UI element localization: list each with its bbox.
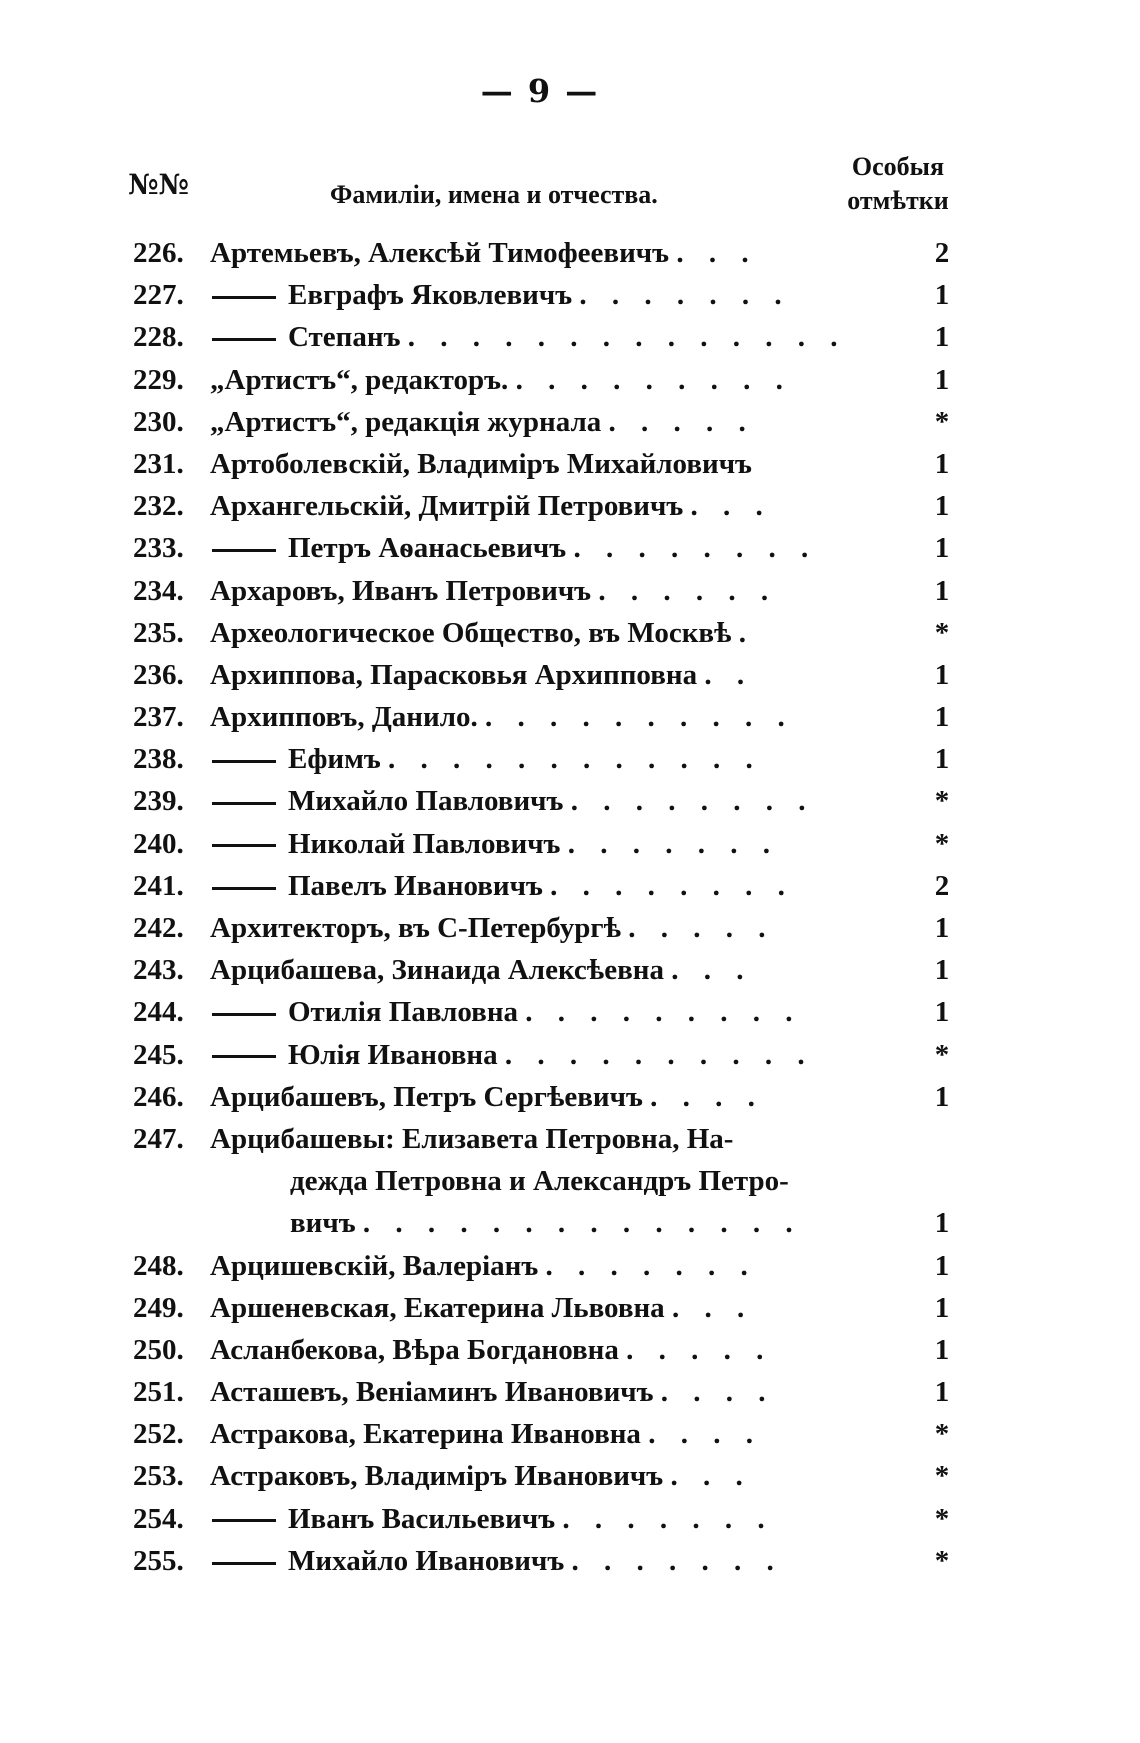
entry-name	[210, 907, 940, 949]
entry-number: 232.	[133, 490, 184, 523]
entry-number: 250.	[133, 1333, 184, 1366]
entry-row	[0, 1118, 1140, 1160]
entry-name	[210, 1413, 940, 1455]
entry-number: 233.	[133, 532, 184, 565]
entry-name	[212, 527, 940, 569]
entry-number: 248.	[133, 1249, 184, 1282]
page-number: — 9 —	[480, 72, 600, 110]
entry-number: 240.	[133, 827, 184, 860]
entry-mark: 1	[934, 363, 950, 396]
entry-text: Астракова, Екатерина Ивановна	[210, 1418, 641, 1451]
entry-row	[0, 949, 1140, 991]
entry-mark: 1	[934, 321, 950, 354]
entry-row	[0, 1034, 1140, 1076]
entry-name	[210, 1329, 940, 1371]
entry-row	[0, 865, 1140, 907]
entry-mark: 1	[934, 1207, 950, 1240]
entry-text: Арцибашева, Зинаида Алексѣевна	[210, 954, 664, 987]
entry-mark: 2	[934, 869, 950, 902]
entry-name	[210, 1455, 940, 1497]
entry-row	[0, 991, 1140, 1033]
entry-mark: 1	[934, 954, 950, 987]
entry-name	[212, 1034, 940, 1076]
ditto-dash	[212, 1055, 276, 1058]
ditto-dash	[212, 1562, 276, 1565]
dot-leader: . . .	[676, 237, 758, 269]
entry-row	[0, 1540, 1140, 1582]
entry-number: 252.	[133, 1418, 184, 1451]
entry-text: Археологическое Общество, въ Москвѣ	[210, 616, 732, 649]
entry-name	[210, 1287, 940, 1329]
dot-leader: .	[738, 616, 755, 649]
entry-mark: *	[934, 1544, 950, 1577]
entry-mark: *	[934, 1502, 950, 1535]
entry-row	[0, 316, 1140, 358]
entry-list	[0, 232, 1140, 1582]
entry-number: 243.	[133, 954, 184, 987]
entry-mark: *	[934, 785, 950, 818]
entry-number: 229.	[133, 363, 184, 396]
entry-text: Петръ Аѳанасьевичъ	[288, 532, 567, 565]
entry-row	[0, 907, 1140, 949]
entry-text: „Артистъ“, редакція журнала	[210, 405, 602, 438]
entry-row	[0, 443, 1140, 485]
entry-row	[0, 696, 1140, 738]
entry-mark: 1	[934, 1080, 950, 1113]
ditto-dash	[212, 296, 276, 299]
entry-name	[212, 823, 940, 865]
dot-leader: . . . . . . .	[571, 1544, 783, 1577]
entry-name	[210, 612, 940, 654]
entry-number: 237.	[133, 701, 184, 734]
dot-leader: . . . .	[660, 1376, 775, 1409]
dot-leader: . . . . . .	[598, 574, 778, 607]
entry-name	[210, 570, 940, 612]
entry-row	[0, 612, 1140, 654]
entry-name	[210, 1118, 950, 1160]
entry-name	[210, 1371, 940, 1413]
column-header-marks-line1: Особыя	[851, 152, 945, 181]
ditto-dash	[212, 887, 276, 890]
entry-row	[0, 1329, 1140, 1371]
ditto-dash	[212, 338, 276, 341]
entry-number: 238.	[133, 743, 184, 776]
entry-number: 253.	[133, 1460, 184, 1493]
entry-row	[0, 570, 1140, 612]
entry-text: Архаровъ, Иванъ Петровичъ	[210, 574, 592, 607]
entry-row	[0, 359, 1140, 401]
entry-name	[212, 274, 940, 316]
dot-leader: . . . . . . .	[562, 1502, 774, 1535]
entry-name	[290, 1202, 940, 1244]
column-header-marks-line2: отмѣтки	[847, 186, 949, 215]
entry-name	[212, 865, 940, 907]
dot-leader: . . . . .	[608, 405, 755, 438]
entry-text: Асланбекова, Вѣра Богдановна	[210, 1333, 619, 1366]
dot-leader: . . . . . . . . . . . . . .	[362, 1207, 802, 1240]
entry-name	[210, 443, 940, 485]
entry-number: 231.	[133, 447, 184, 480]
entry-row	[0, 654, 1140, 696]
entry-name	[210, 401, 940, 443]
entry-mark: 1	[934, 447, 950, 480]
entry-row	[0, 823, 1140, 865]
dot-leader: . . . . .	[628, 912, 775, 944]
entry-text: Евграфъ Яковлевичъ	[288, 279, 573, 312]
entry-mark: 1	[934, 701, 950, 734]
entry-text: дежда Петровна и Александръ Петро-	[290, 1165, 789, 1198]
dot-leader: . . . .	[648, 1418, 762, 1451]
entry-text: Иванъ Васильевичъ	[288, 1502, 556, 1535]
entry-name	[212, 738, 940, 780]
entry-number: 234.	[133, 574, 184, 607]
entry-number: 255.	[133, 1544, 184, 1577]
entry-mark: 1	[934, 1249, 950, 1282]
entry-number: 245.	[133, 1038, 184, 1071]
entry-text: Арцишевскій, Валеріанъ	[210, 1249, 539, 1282]
dot-leader: . . .	[671, 1291, 754, 1324]
entry-row	[0, 738, 1140, 780]
entry-mark: 1	[934, 279, 950, 312]
dot-leader: . . . . . . .	[579, 279, 791, 312]
entry-number: 226.	[133, 237, 184, 269]
entry-text: Юлія Ивановна	[288, 1038, 498, 1071]
entry-text: „Артистъ“, редакторъ.	[210, 363, 509, 396]
entry-row	[0, 485, 1140, 527]
entry-row	[0, 527, 1140, 569]
dot-leader: . . .	[670, 1460, 752, 1493]
dot-leader: . . . . . . .	[545, 1249, 757, 1282]
entry-row	[0, 1498, 1140, 1540]
column-header-number: №№	[128, 168, 189, 201]
entry-mark: *	[934, 1418, 950, 1451]
dot-leader: . .	[704, 658, 754, 691]
ditto-dash	[212, 1013, 276, 1016]
entry-number: 236.	[133, 658, 184, 691]
entry-text: Отилія Павловна	[288, 996, 519, 1029]
entry-mark: 1	[934, 658, 950, 691]
entry-number: 242.	[133, 912, 184, 944]
entry-text: Михайло Ивановичъ	[288, 1544, 565, 1577]
entry-number: 247.	[133, 1122, 184, 1155]
entry-number: 230.	[133, 405, 184, 438]
entry-name	[212, 316, 940, 358]
entry-text: Павелъ Ивановичъ	[288, 869, 543, 902]
entry-mark: *	[934, 616, 950, 649]
entry-text: Артоболевскій, Владиміръ Михайловичъ	[210, 447, 752, 480]
entry-text: Арцибашевъ, Петръ Сергѣевичъ	[210, 1080, 643, 1113]
entry-name	[212, 1540, 940, 1582]
ditto-dash	[212, 844, 276, 847]
entry-mark: 1	[934, 574, 950, 607]
dot-leader: . . . . . . . . . . . . . .	[407, 321, 847, 354]
entry-number: 249.	[133, 1291, 184, 1324]
entry-mark: *	[934, 827, 950, 860]
entry-row	[0, 1245, 1140, 1287]
entry-row	[0, 1287, 1140, 1329]
entry-mark: 1	[934, 1333, 950, 1366]
ditto-dash	[212, 760, 276, 763]
entry-mark: 1	[934, 490, 950, 523]
entry-mark: 2	[934, 237, 950, 269]
entry-row	[0, 1455, 1140, 1497]
entry-text: Михайло Павловичъ	[288, 785, 564, 818]
entry-text: Аршеневская, Екатерина Львовна	[210, 1291, 665, 1324]
entry-name	[210, 359, 940, 401]
entry-row	[0, 780, 1140, 822]
entry-row	[0, 401, 1140, 443]
entry-mark: 1	[934, 996, 950, 1029]
entry-name	[212, 1498, 940, 1540]
entry-mark: *	[934, 405, 950, 438]
dot-leader: . . .	[690, 490, 772, 523]
entry-text: вичъ	[290, 1207, 356, 1240]
column-header-marks	[828, 150, 968, 218]
ditto-dash	[212, 1519, 276, 1522]
entry-number: 251.	[133, 1376, 184, 1409]
dot-leader: . . . . . . . .	[570, 785, 815, 818]
entry-text: Архиппова, Парасковья Архипповна	[210, 658, 698, 691]
entry-row	[0, 274, 1140, 316]
entry-text: Арцибашевы: Елизавета Петровна, На-	[210, 1122, 734, 1155]
ditto-dash	[212, 802, 276, 805]
entry-number: 228.	[133, 321, 184, 354]
dot-leader: . . . . . . . . . .	[504, 1038, 814, 1071]
entry-row	[0, 1371, 1140, 1413]
entry-number: 246.	[133, 1080, 184, 1113]
entry-text: Архангельскій, Дмитрій Петровичъ	[210, 490, 684, 523]
dot-leader: . . . . . . . . .	[515, 363, 792, 396]
ditto-dash	[212, 549, 276, 552]
entry-name	[210, 1076, 940, 1118]
dot-leader: . . . . . . . . . . . .	[388, 743, 762, 776]
dot-leader: . . . . . . . . . .	[484, 701, 794, 734]
entry-text: Николай Павловичъ	[288, 827, 561, 860]
entry-mark: 1	[934, 1376, 950, 1409]
entry-mark: 1	[934, 532, 950, 565]
entry-text: Астраковъ, Владиміръ Ивановичъ	[210, 1460, 664, 1493]
entry-text: Артемьевъ, Алексѣй Тимофеевичъ	[210, 237, 670, 269]
entry-name	[210, 232, 940, 274]
entry-mark: *	[934, 1460, 950, 1493]
entry-name	[212, 780, 940, 822]
entry-text: Архитекторъ, въ С-Петербургѣ	[210, 912, 621, 944]
entry-text: Архипповъ, Данило.	[210, 701, 478, 734]
entry-name	[210, 1245, 940, 1287]
entry-mark: 1	[934, 912, 950, 944]
entry-name	[210, 654, 940, 696]
entry-number: 244.	[133, 996, 184, 1029]
entry-name	[290, 1160, 950, 1202]
entry-name	[210, 949, 940, 991]
entry-continuation-row	[0, 1160, 1140, 1202]
entry-row	[0, 232, 1140, 274]
entry-text: Асташевъ, Веніаминъ Ивановичъ	[210, 1376, 654, 1409]
entry-name	[210, 696, 940, 738]
dot-leader: . . . . . . .	[567, 827, 779, 860]
entry-continuation-row	[0, 1202, 1140, 1244]
entry-number: 239.	[133, 785, 184, 818]
entry-row	[0, 1413, 1140, 1455]
dot-leader: . . . . .	[626, 1333, 773, 1366]
entry-number: 254.	[133, 1502, 184, 1535]
dot-leader: . . .	[671, 954, 753, 987]
entry-name	[212, 991, 940, 1033]
entry-mark: 1	[934, 743, 950, 776]
entry-number: 227.	[133, 279, 184, 312]
entry-name	[210, 485, 940, 527]
dot-leader: . . . . . . . . .	[525, 996, 802, 1029]
dot-leader: . . . . . . . .	[573, 532, 818, 565]
dot-leader: . . . .	[650, 1080, 764, 1113]
entry-mark: *	[934, 1038, 950, 1071]
entry-number: 241.	[133, 869, 184, 902]
entry-text: Степанъ	[288, 321, 401, 354]
entry-row	[0, 1076, 1140, 1118]
dot-leader: . . . . . . . .	[550, 869, 794, 902]
entry-number: 235.	[133, 616, 184, 649]
entry-mark: 1	[934, 1291, 950, 1324]
column-header-names: Фамиліи, имена и отчества.	[330, 180, 658, 209]
entry-text: Ефимъ	[288, 743, 381, 776]
